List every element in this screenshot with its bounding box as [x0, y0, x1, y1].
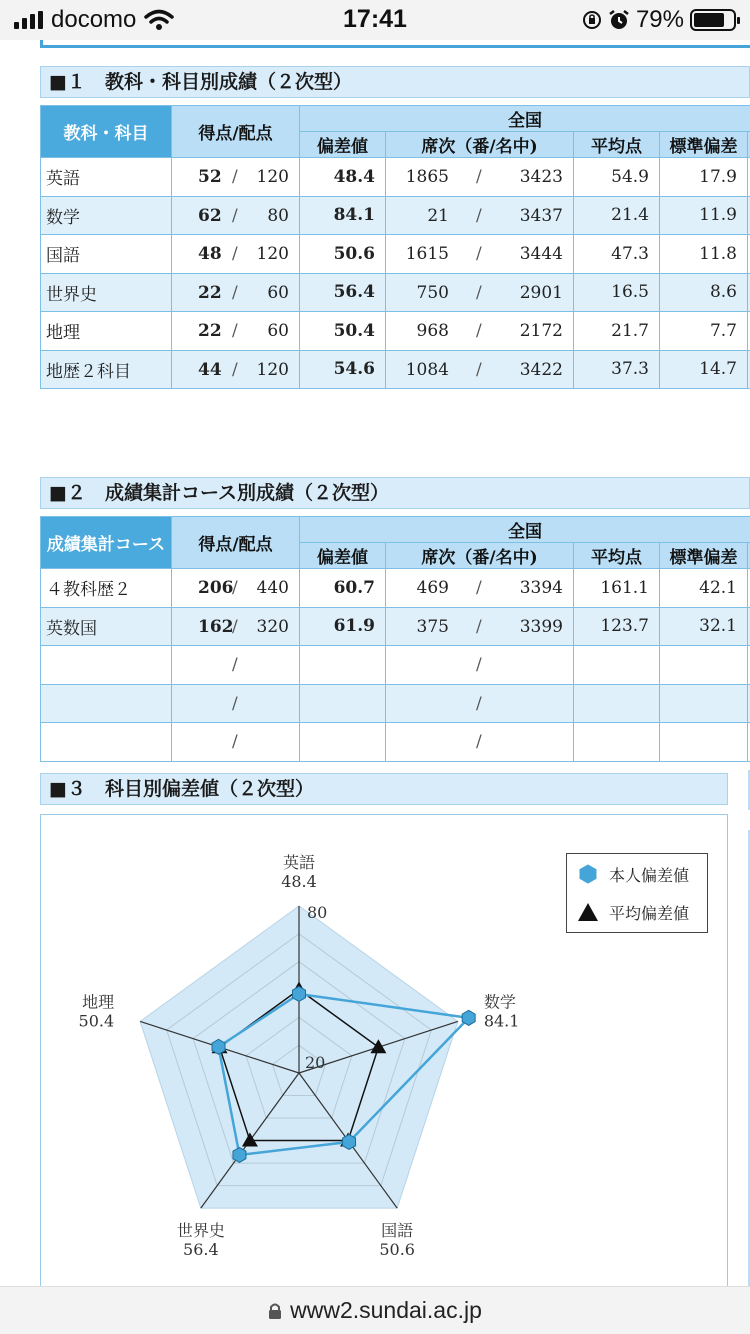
- slash: /: [476, 578, 482, 598]
- rank-value: 21: [427, 205, 449, 226]
- average-value: [574, 646, 660, 685]
- table-row: [41, 684, 750, 723]
- rank-cell: [386, 646, 574, 685]
- header-deviation: 偏差値: [300, 543, 386, 569]
- row-name: 数学: [41, 196, 172, 235]
- table-row: [41, 196, 750, 235]
- carrier-name: docomo: [51, 6, 137, 33]
- orientation-lock-icon: [582, 10, 602, 30]
- battery-icon: [690, 9, 736, 31]
- table-row: [41, 235, 750, 274]
- top-border-line: [40, 40, 750, 48]
- average-value: 16.5: [574, 273, 660, 312]
- self-point-地理: [212, 1039, 225, 1054]
- row-name: ４教科歴２: [41, 569, 172, 608]
- deviation-value: [300, 684, 386, 723]
- score-cell: [172, 273, 300, 312]
- rank-total: 3394: [519, 578, 563, 598]
- max-score: 80: [267, 205, 289, 226]
- category-value-label: 56.4: [183, 1240, 219, 1260]
- self-point-英語: [293, 986, 306, 1001]
- score-cell: [172, 569, 300, 608]
- slash: /: [476, 655, 482, 675]
- header-score: 得点/配点: [172, 106, 300, 158]
- table-row: [41, 723, 750, 762]
- max-score: 120: [256, 244, 289, 264]
- row-name: 世界史: [41, 273, 172, 312]
- max-score: 320: [256, 616, 289, 637]
- score-cell: [172, 684, 300, 723]
- stdev-value: 11.9: [660, 196, 748, 235]
- score-cell: [172, 646, 300, 685]
- rank-value: 1615: [405, 244, 449, 264]
- average-value: 161.1: [574, 569, 660, 608]
- deviation-value: 56.4: [300, 273, 386, 312]
- row-name: 英数国: [41, 607, 172, 646]
- slash: /: [476, 321, 482, 341]
- category-value-label: 50.6: [379, 1240, 415, 1260]
- category-value-label: 84.1: [483, 1011, 520, 1031]
- stdev-value: 42.1: [660, 569, 748, 608]
- average-value: 21.4: [574, 196, 660, 235]
- table-row: [41, 646, 750, 685]
- url-bar[interactable]: [0, 1286, 750, 1334]
- stdev-value: 32.1: [660, 607, 748, 646]
- section1-title: ■１ 教科・科目別成績（２次型）: [40, 66, 750, 98]
- lock-icon: [268, 1302, 282, 1319]
- table-row: [41, 569, 750, 608]
- slash: /: [232, 167, 238, 187]
- score-value: 22: [198, 282, 222, 303]
- rank-value: 968: [416, 321, 449, 341]
- row-name: 地歴２科目: [41, 350, 172, 389]
- slash: /: [232, 655, 238, 675]
- score-cell: [172, 196, 300, 235]
- deviation-value: [300, 646, 386, 685]
- header-course: 成績集計コース: [41, 517, 172, 569]
- stdev-value: 11.8: [660, 235, 748, 274]
- header-rank: 席次（番/名中): [386, 543, 574, 569]
- score-value: 22: [198, 321, 222, 341]
- stdev-value: 17.9: [660, 158, 748, 197]
- slash: /: [476, 693, 482, 714]
- stdev-value: [660, 723, 748, 762]
- header-subject: 教科・科目: [41, 106, 172, 158]
- stdev-value: [660, 646, 748, 685]
- rank-cell: [386, 723, 574, 762]
- row-name: [41, 684, 172, 723]
- average-value: [574, 684, 660, 723]
- average-value: 123.7: [574, 607, 660, 646]
- row-name: 英語: [41, 158, 172, 197]
- header-stdev: 標準偏差: [660, 132, 748, 158]
- score-value: 206: [198, 578, 234, 598]
- deviation-value: 54.6: [300, 350, 386, 389]
- url-text: www2.sundai.ac.jp: [290, 1297, 482, 1323]
- deviation-value: 61.9: [300, 607, 386, 646]
- category-label: 数学: [483, 992, 516, 1012]
- score-cell: [172, 350, 300, 389]
- score-value: 44: [198, 359, 222, 380]
- score-value: 62: [198, 205, 222, 226]
- stdev-value: 7.7: [660, 312, 748, 351]
- triangle-marker-icon: [577, 901, 599, 923]
- score-cell: [172, 235, 300, 274]
- category-value-label: 50.4: [78, 1011, 115, 1031]
- rank-value: 1084: [405, 359, 449, 380]
- score-cell: [172, 607, 300, 646]
- rank-cell: [386, 684, 574, 723]
- row-name: [41, 646, 172, 685]
- category-label: 世界史: [176, 1221, 225, 1241]
- score-cell: [172, 312, 300, 351]
- rank-cell: [386, 569, 574, 608]
- header-national: 全国: [300, 106, 750, 132]
- average-value: 21.7: [574, 312, 660, 351]
- subject-score-table: [40, 105, 750, 389]
- header-national: 全国: [300, 517, 750, 543]
- slash: /: [476, 167, 482, 187]
- score-value: 162: [198, 616, 234, 637]
- rank-cell: [386, 273, 574, 312]
- battery-percent: 79%: [635, 6, 684, 33]
- header-rank: 席次（番/名中): [386, 132, 574, 158]
- rank-total: 2172: [519, 321, 563, 341]
- status-bar: [0, 0, 750, 40]
- max-score: 60: [267, 321, 289, 341]
- slash: /: [232, 321, 238, 341]
- header-score: 得点/配点: [172, 517, 300, 569]
- category-label: 国語: [381, 1221, 414, 1241]
- max-score: 440: [256, 578, 289, 598]
- alarm-icon: [608, 9, 630, 31]
- average-value: 47.3: [574, 235, 660, 274]
- section2-title: ■２ 成績集計コース別成績（２次型）: [40, 477, 750, 509]
- rank-total: 3422: [519, 359, 563, 380]
- row-name: 地理: [41, 312, 172, 351]
- score-cell: [172, 158, 300, 197]
- rank-cell: [386, 312, 574, 351]
- max-score: 60: [267, 282, 289, 303]
- slash: /: [476, 616, 482, 637]
- average-value: 54.9: [574, 158, 660, 197]
- rank-total: 3444: [519, 244, 563, 264]
- slash: /: [476, 244, 482, 264]
- self-point-世界史: [233, 1147, 246, 1162]
- rank-value: 469: [416, 578, 449, 598]
- rank-value: 750: [416, 282, 449, 303]
- average-value: 37.3: [574, 350, 660, 389]
- status-time: 17:41: [343, 5, 407, 33]
- slash: /: [476, 359, 482, 380]
- table-row: [41, 350, 750, 389]
- slash: /: [232, 205, 238, 226]
- rank-cell: [386, 158, 574, 197]
- legend-average-label: 平均偏差値: [609, 903, 690, 923]
- table-row: [41, 273, 750, 312]
- self-point-国語: [343, 1134, 356, 1149]
- slash: /: [232, 616, 238, 637]
- slash: /: [232, 359, 238, 380]
- average-value: [574, 723, 660, 762]
- chart-legend: [566, 853, 708, 933]
- rank-total: 2901: [519, 282, 563, 303]
- deviation-value: 84.1: [300, 196, 386, 235]
- row-name: [41, 723, 172, 762]
- hexagon-marker-icon: [577, 863, 599, 885]
- slash: /: [232, 693, 238, 714]
- rank-cell: [386, 235, 574, 274]
- header-stdev: 標準偏差: [660, 543, 748, 569]
- rank-cell: [386, 196, 574, 235]
- header-deviation: 偏差値: [300, 132, 386, 158]
- table-row: [41, 312, 750, 351]
- category-label: 地理: [82, 992, 115, 1012]
- rank-value: 375: [416, 616, 449, 637]
- max-score: 120: [256, 167, 289, 187]
- legend-self-label: 本人偏差値: [609, 865, 690, 885]
- slash: /: [476, 282, 482, 303]
- row-name: 国語: [41, 235, 172, 274]
- section3-title: ■３ 科目別偏差値（２次型）: [40, 773, 728, 805]
- stdev-value: 14.7: [660, 350, 748, 389]
- score-value: 48: [198, 244, 222, 264]
- stdev-value: [660, 684, 748, 723]
- table-row: [41, 607, 750, 646]
- rank-cell: [386, 350, 574, 389]
- score-cell: [172, 723, 300, 762]
- header-average: 平均点: [574, 132, 660, 158]
- category-value-label: 48.4: [281, 872, 317, 891]
- course-score-table: [40, 516, 750, 762]
- rank-cell: [386, 607, 574, 646]
- deviation-value: [300, 723, 386, 762]
- deviation-value: 48.4: [300, 158, 386, 197]
- rank-total: 3423: [519, 167, 563, 187]
- deviation-value: 50.6: [300, 235, 386, 274]
- score-value: 52: [198, 167, 222, 187]
- deviation-value: 60.7: [300, 569, 386, 608]
- table-row: [41, 158, 750, 197]
- slash: /: [476, 732, 482, 752]
- slash: /: [476, 205, 482, 226]
- rank-total: 3399: [519, 616, 563, 637]
- tick-label-max: 80: [307, 903, 328, 922]
- slash: /: [232, 282, 238, 303]
- slash: /: [232, 578, 238, 598]
- tick-label-min: 20: [305, 1053, 326, 1072]
- max-score: 120: [256, 359, 289, 380]
- slash: /: [232, 732, 238, 752]
- rank-value: 1865: [405, 167, 449, 187]
- rank-total: 3437: [519, 205, 563, 226]
- category-label: 英語: [282, 853, 316, 872]
- header-average: 平均点: [574, 543, 660, 569]
- slash: /: [232, 244, 238, 264]
- stdev-value: 8.6: [660, 273, 748, 312]
- deviation-value: 50.4: [300, 312, 386, 351]
- self-point-数学: [462, 1010, 475, 1025]
